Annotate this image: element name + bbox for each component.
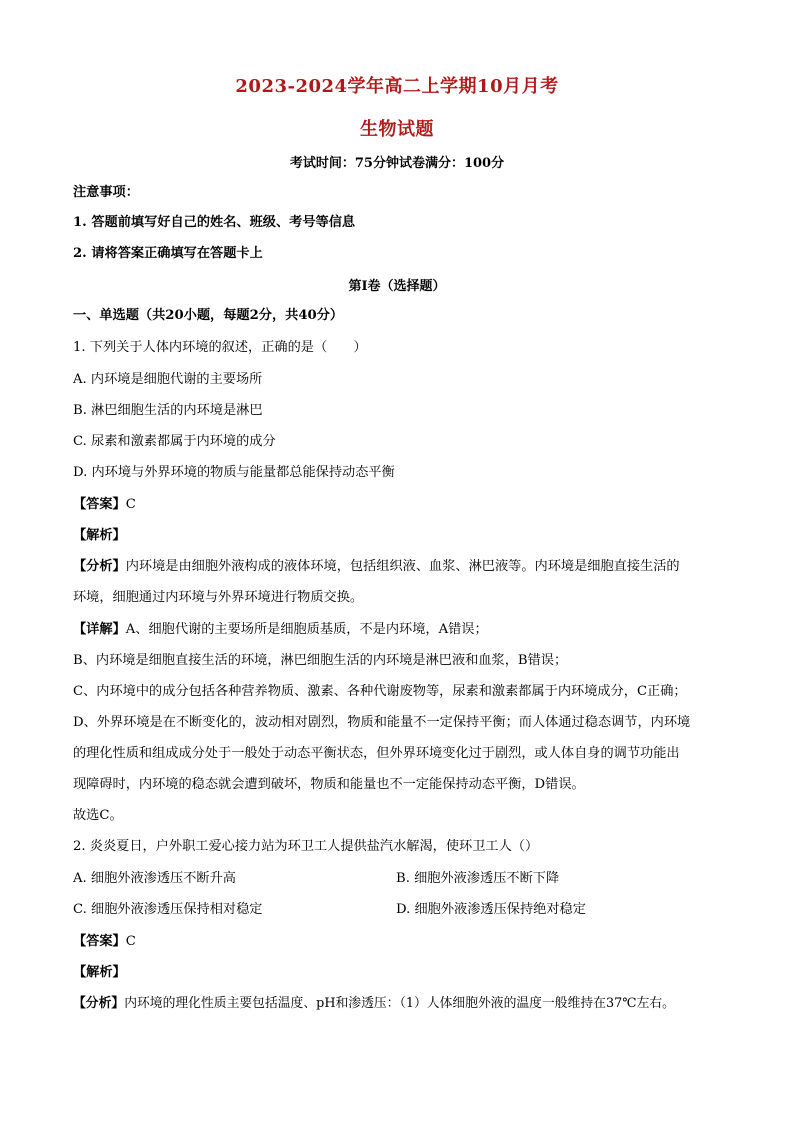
notes-heading: 注意事项： xyxy=(73,185,139,200)
document-subtitle: 生物试题 xyxy=(360,119,434,140)
fenxi-text: 内环境是由细胞外液构成的液体环境，包括组织液、血浆、淋巴液等。内环境是细胞直接生活的 xyxy=(125,559,680,574)
xiangjie-tag: 【详解】 xyxy=(73,622,126,637)
xiangjie-text: 现障碍时，内环境的稳态就会遭到破坏，物质和能量也不一定能保持动态平衡，D错误。 xyxy=(73,777,585,792)
fenxi-text: 内环境的理化性质主要包括温度、pH和渗透压：（1）人体细胞外液的温度一般维持在37℃左右。 xyxy=(124,996,675,1011)
answer-value: C xyxy=(125,934,136,949)
answer-line xyxy=(73,932,734,952)
answer-line xyxy=(73,495,734,515)
question-stem: 2. 炎炎夏日，户外职工爱心接力站为环卫工人提供盐汽水解渴，使环卫工人（） xyxy=(73,839,539,854)
option-d: D. 细胞外液渗透压保持绝对稳定 xyxy=(396,902,586,917)
answer-tag: 【答案】 xyxy=(73,934,126,949)
option-b: B. 细胞外液渗透压不断下降 xyxy=(396,871,560,886)
analysis-tag: 【解析】 xyxy=(73,965,126,980)
xiangjie-text: A、细胞代谢的主要场所是细胞质基质，不是内环境，A错误； xyxy=(125,622,488,637)
fenxi-tag: 【分析】 xyxy=(73,996,125,1011)
section-title: 一、单选题（共20小题，每题2分，共40分） xyxy=(73,308,344,323)
xiangjie-line xyxy=(73,620,734,640)
xiangjie-text: B、内环境是细胞直接生活的环境，淋巴细胞生活的内环境是淋巴液和血浆，B错误； xyxy=(73,653,568,668)
xiangjie-text: D、外界环境是在不断变化的，波动相对剧烈，物质和能量不一定保持平衡；而人体通过稳态调节，内环境 xyxy=(73,715,691,730)
conclusion: 故选C。 xyxy=(73,808,123,823)
fenxi-text: 环境，细胞通过内环境与外界环境进行物质交换。 xyxy=(73,590,364,605)
option-c: C. 尿素和激素都属于内环境的成分 xyxy=(73,434,276,449)
fenxi-line xyxy=(73,994,774,1014)
option-row xyxy=(73,900,734,920)
option-row xyxy=(73,869,734,889)
note-item: 2. 请将答案正确填写在答题卡上 xyxy=(73,246,263,261)
analysis-tag: 【解析】 xyxy=(73,528,126,543)
option-a: A. 细胞外液渗透压不断升高 xyxy=(73,871,236,886)
option-c: C. 细胞外液渗透压保持相对稳定 xyxy=(73,902,263,917)
option-d: D. 内环境与外界环境的物质与能量都总能保持动态平衡 xyxy=(73,465,395,480)
fenxi-line xyxy=(73,557,734,577)
option-b: B. 淋巴细胞生活的内环境是淋巴 xyxy=(73,403,263,418)
document-title: 2023-2024学年高二上学期10月月考 xyxy=(235,76,559,97)
volume-title: 第I卷（选择题） xyxy=(348,279,446,294)
answer-tag: 【答案】 xyxy=(73,497,126,512)
option-a: A. 内环境是细胞代谢的主要场所 xyxy=(73,372,263,387)
answer-value: C xyxy=(125,497,136,512)
exam-info: 考试时间：75分钟试卷满分：100分 xyxy=(289,156,505,171)
note-item: 1. 答题前填写好自己的姓名、班级、考号等信息 xyxy=(73,215,356,230)
xiangjie-text: 的理化性质和组成成分处于一般处于动态平衡状态，但外界环境变化过于剧烈，或人体自身的调节功能出 xyxy=(73,746,680,761)
fenxi-tag: 【分析】 xyxy=(73,559,126,574)
xiangjie-text: C、内环境中的成分包括各种营养物质、激素、各种代谢废物等，尿素和激素都属于内环境成分，C正确； xyxy=(73,684,687,699)
question-stem: 1. 下列关于人体内环境的叙述，正确的是（ ） xyxy=(73,340,367,355)
